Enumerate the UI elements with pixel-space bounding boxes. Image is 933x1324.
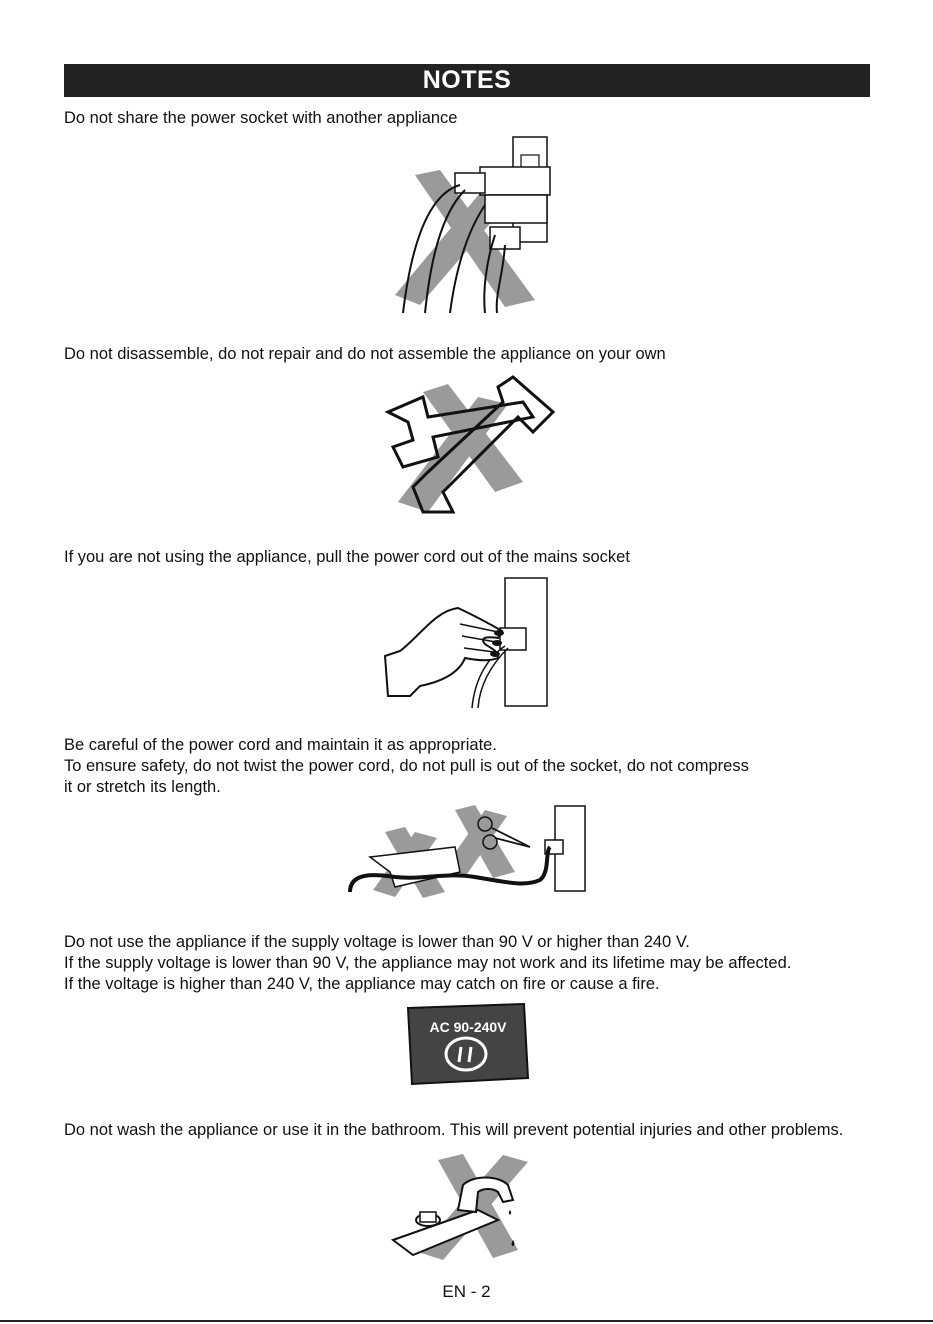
page-number: EN - 2 <box>442 1282 491 1301</box>
note-5-line-2: If the supply voltage is lower than 90 V, the appliance may not work and its lifetime may be affected. <box>64 954 792 972</box>
note-5 <box>64 932 874 995</box>
voltage-label-icon <box>404 1002 532 1086</box>
page-title-bar <box>64 64 870 97</box>
note-3-line-1: If you are not using the appliance, pull the power cord out of the mains socket <box>64 548 630 566</box>
note-4-line-3: it or stretch its length. <box>64 778 221 796</box>
note-1-line-1: Do not share the power socket with another appliance <box>64 109 458 127</box>
overloaded-socket-prohibited-icon <box>385 135 555 315</box>
note-4 <box>64 735 874 798</box>
note-4-line-2: To ensure safety, do not twist the power cord, do not pull is out of the socket, do not compress <box>64 757 749 775</box>
note-3 <box>64 547 874 568</box>
note-5-line-3: If the voltage is higher than 240 V, the appliance may catch on fire or cause a fire. <box>64 975 660 993</box>
note-4-line-1: Be careful of the power cord and maintain it as appropriate. <box>64 736 497 754</box>
bottom-rule <box>0 1320 933 1322</box>
note-6 <box>64 1120 874 1141</box>
note-2 <box>64 344 874 365</box>
page-title: NOTES <box>422 66 512 94</box>
hand-unplugging-cord-icon <box>380 576 555 711</box>
cord-damage-prohibited-icon <box>345 802 590 902</box>
faucet-prohibited-icon <box>388 1150 533 1265</box>
wrench-prohibited-icon <box>383 372 563 522</box>
note-5-line-1: Do not use the appliance if the supply voltage is lower than 90 V or higher than 240 V. <box>64 933 690 951</box>
note-1 <box>64 108 874 129</box>
note-6-line-1: Do not wash the appliance or use it in the bathroom. This will prevent potential injuries and other problems. <box>64 1121 844 1139</box>
note-2-line-1: Do not disassemble, do not repair and do not assemble the appliance on your own <box>64 345 666 363</box>
voltage-label-text: AC 90-240V <box>429 1019 507 1035</box>
